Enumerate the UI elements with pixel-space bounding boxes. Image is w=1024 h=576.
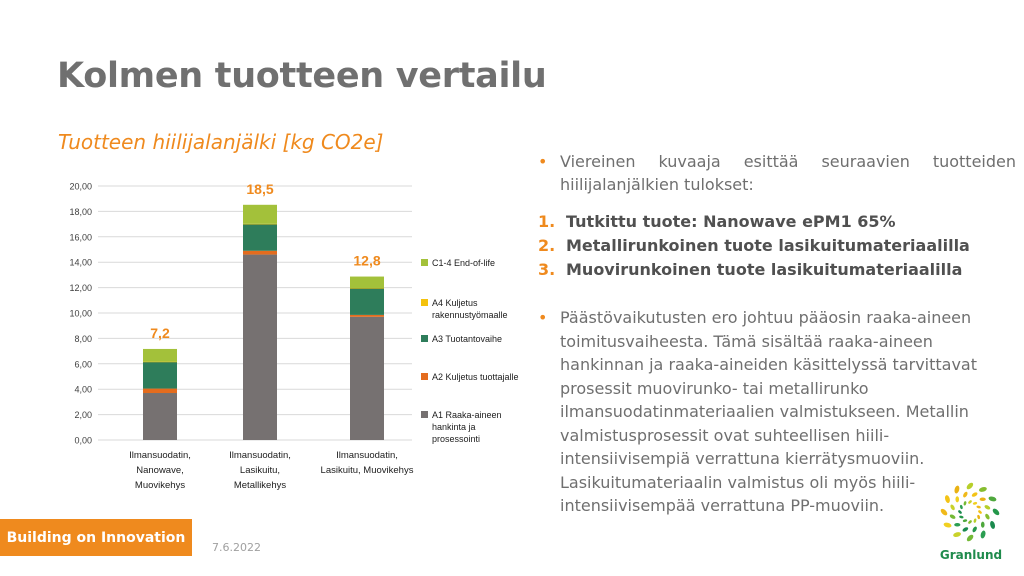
logo-petal [962, 491, 968, 498]
y-tick-label: 16,00 [69, 232, 92, 243]
bar-segment-c1_4 [143, 349, 177, 362]
product-item-2 [538, 234, 1016, 258]
logo-petal [984, 504, 991, 510]
legend-swatch [421, 335, 428, 342]
logo-petal [984, 513, 990, 520]
logo-petal [943, 522, 952, 528]
product-label: Muovirunkoinen tuote lasikuitumateriaalilla [566, 260, 963, 279]
y-tick-label: 4,00 [74, 384, 92, 395]
logo-petal [973, 502, 978, 506]
bar-segment-a1 [143, 393, 177, 440]
logo-petal [959, 515, 964, 519]
bullet-dot-icon: • [538, 308, 548, 327]
x-tick-label: Metallikehys [233, 480, 287, 491]
y-tick-label: 8,00 [74, 333, 92, 344]
footer-banner: Building on Innovation [0, 519, 192, 556]
logo-petal [981, 522, 985, 528]
chart-subtitle: Tuotteen hiilijalanjälki [kg CO2e] [58, 130, 384, 154]
logo-petal [978, 486, 987, 493]
bar-segment-a1 [243, 255, 277, 440]
slide-title: Kolmen tuotteen vertailu [57, 56, 547, 96]
explanation-text: Päästövaikutusten ero johtuu pääosin raaka-aineen toimitusvaiheesta. Tämä sisältää raaka-aineen hankinnan ja raaka-aineiden käsittelyssä tarvittavat prosessit muovirunko- tai metallirunko ilmansuodatinmateriaalien valmistukseen. Metallin valmistusprosessit ovat suhteellisen hiili-intensiivisempiä verrattuna kierrätysmuoviin. Lasikuitumateriaalin valmistus oli myös hiili-intensiivisempää verrattuna PP-muoviin. [560, 308, 978, 515]
x-tick-label: Ilmansuodatin, [229, 450, 291, 461]
legend-label: A4 Kuljetus [432, 298, 478, 308]
logo-petal [960, 505, 964, 510]
logo-petal [955, 496, 959, 502]
bar-segment-a4 [143, 362, 177, 363]
logo-petal [965, 482, 974, 491]
bar-segment-c1_4 [350, 277, 384, 288]
granlund-logo-icon [938, 480, 1002, 544]
product-label: Tutkittu tuote: Nanowave ePM1 65% [566, 212, 896, 231]
logo-petal [977, 515, 981, 520]
legend-label: A1 Raaka-aineen [432, 410, 502, 420]
logo-text: Granlund [939, 548, 1003, 562]
y-tick-label: 14,00 [69, 257, 92, 268]
bar-total-label: 7,2 [150, 324, 170, 341]
product-list [538, 210, 1016, 282]
logo-petal [971, 491, 978, 497]
y-tick-label: 6,00 [74, 359, 92, 370]
bar-segment-a4 [350, 288, 384, 289]
logo-petal [944, 495, 951, 504]
y-tick-label: 2,00 [74, 410, 92, 421]
logo-petal [989, 520, 996, 529]
x-tick-label: Muovikehys [134, 480, 186, 491]
y-tick-label: 12,00 [69, 283, 92, 294]
legend-swatch [421, 411, 428, 418]
logo-petal [973, 518, 977, 523]
logo-petal [958, 510, 963, 515]
logo-petal [962, 526, 969, 532]
legend-swatch [421, 259, 428, 266]
logo-petal [972, 526, 978, 533]
product-item-1 [538, 210, 1016, 234]
bar-total-label: 12,8 [353, 252, 381, 269]
intro-bullet [538, 150, 1016, 196]
logo-petal [980, 530, 986, 539]
logo-petal [963, 501, 967, 506]
legend-swatch [421, 373, 428, 380]
logo-petal [954, 485, 960, 494]
logo-petal [953, 531, 962, 538]
product-number: 2. [538, 236, 556, 255]
x-tick-label: Lasikuitu, [239, 465, 281, 476]
legend-label: A2 Kuljetus tuottajalle [432, 372, 519, 382]
logo-petal [988, 496, 997, 502]
bar-segment-a2 [243, 251, 277, 255]
text-panel [538, 150, 1016, 518]
legend-label: A3 Tuotantovaihe [432, 334, 503, 344]
logo-petal [963, 519, 968, 523]
y-tick-label: 20,00 [69, 181, 92, 192]
bar-segment-a3 [350, 288, 384, 315]
intro-line-2: hiilijalanjälkien tulokset: [560, 175, 754, 194]
y-tick-label: 10,00 [69, 308, 92, 319]
logo-petal [992, 507, 1001, 516]
legend-label: prosessointi [432, 434, 481, 444]
logo-petal [949, 514, 956, 520]
x-tick-label: Ilmansuodatin, [336, 450, 398, 461]
x-tick-label: Nanowave, [136, 465, 184, 476]
bar-segment-a1 [350, 317, 384, 440]
product-number: 1. [538, 212, 556, 231]
bar-segment-a4 [243, 224, 277, 225]
logo-petal [976, 505, 981, 509]
legend-label: rakennustyömaalle [432, 310, 508, 320]
bar-segment-a2 [350, 315, 384, 317]
x-tick-label: Lasikuitu, Muovikehys [320, 465, 414, 476]
product-label: Metallirunkoinen tuote lasikuitumateriaalilla [566, 236, 970, 255]
logo-petal [966, 534, 975, 543]
bullet-dot-icon: • [538, 152, 548, 171]
bar-segment-a3 [143, 362, 177, 389]
logo-petal [978, 510, 983, 515]
logo-petal [954, 523, 960, 527]
bar-segment-a2 [143, 389, 177, 393]
legend-swatch [421, 299, 428, 306]
legend-label: C1-4 End-of-life [432, 258, 496, 268]
stacked-bar-chart [0, 0, 540, 500]
logo-petal [968, 520, 973, 525]
x-tick-label: Ilmansuodatin, [129, 450, 191, 461]
logo-petal [940, 508, 949, 517]
logo-petal [949, 504, 955, 511]
footer-date: 7.6.2022 [212, 541, 261, 554]
legend-label: hankinta ja [432, 422, 476, 432]
y-tick-label: 18,00 [69, 206, 92, 217]
product-item-3 [538, 258, 1016, 282]
bar-segment-c1_4 [243, 205, 277, 224]
bar-segment-a3 [243, 224, 277, 251]
logo-petal [968, 500, 973, 505]
product-number: 3. [538, 260, 556, 279]
y-tick-label: 0,00 [74, 435, 92, 446]
logo-petal [980, 497, 986, 501]
bar-total-label: 18,5 [246, 180, 274, 197]
intro-line-1: Viereinen kuvaaja esittää seuraavien tuotteiden [560, 152, 1016, 171]
